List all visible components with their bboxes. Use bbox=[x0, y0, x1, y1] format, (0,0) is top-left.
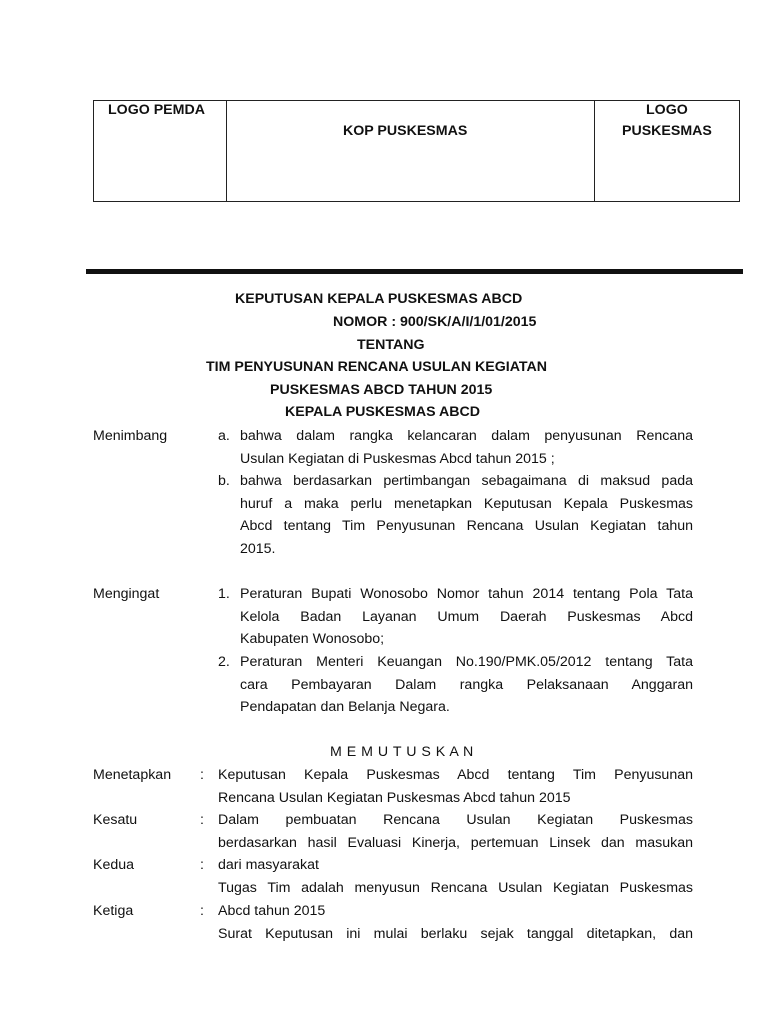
menimbang-label: Menimbang bbox=[93, 428, 168, 444]
mengingat-1-marker: 1. bbox=[218, 586, 230, 602]
mengingat-label: Mengingat bbox=[93, 586, 160, 602]
mengingat-1-line: Kabupaten Wonosobo; bbox=[240, 631, 385, 647]
menetapkan-colon: : bbox=[200, 767, 204, 783]
ketiga-line: Surat Keputusan ini mulai berlaku sejak tanggal ditetapkan, dan bbox=[218, 926, 693, 942]
letterhead-table bbox=[93, 100, 740, 202]
menetapkan-line: Keputusan Kepala Puskesmas Abcd tentang Tim Penyusunan bbox=[218, 767, 693, 783]
kedua-label: Kedua bbox=[93, 857, 135, 873]
mengingat-2-line: Peraturan Menteri Keuangan No.190/PMK.05/2012 tentang Tata bbox=[240, 654, 693, 670]
menimbang-b-line: 2015. bbox=[240, 541, 276, 557]
kesatu-line: Dalam pembuatan Rencana Usulan Kegiatan Puskesmas bbox=[218, 812, 693, 828]
kesatu-line: berdasarkan hasil Evaluasi Kinerja, pertemuan Linsek dan masukan bbox=[218, 835, 693, 851]
menetapkan-line: Rencana Usulan Kegiatan Puskesmas Abcd tahun 2015 bbox=[218, 790, 571, 806]
mengingat-2-line: cara Pembayaran Dalam rangka Pelaksanaan Anggaran bbox=[240, 677, 693, 693]
about-heading: TENTANG bbox=[357, 337, 425, 353]
kesatu-colon: : bbox=[200, 812, 204, 828]
header-divider bbox=[86, 269, 743, 274]
decree-subject-line2: PUSKESMAS ABCD TAHUN 2015 bbox=[270, 382, 493, 398]
decree-number: NOMOR : 900/SK/A/I/1/01/2015 bbox=[333, 314, 537, 330]
kesatu-label: Kesatu bbox=[93, 812, 138, 828]
menimbang-b-line: Abcd tentang Tim Penyusunan Rencana Usulan Kegiatan tahun bbox=[240, 518, 693, 534]
logo-puskesmas-label-2: PUSKESMAS bbox=[622, 123, 712, 139]
kop-cell bbox=[227, 101, 595, 201]
decree-subject-line1: TIM PENYUSUNAN RENCANA USULAN KEGIATAN bbox=[206, 359, 548, 375]
menimbang-a-marker: a. bbox=[218, 428, 230, 444]
menetapkan-label: Menetapkan bbox=[93, 767, 172, 783]
logo-puskesmas-cell bbox=[595, 101, 739, 201]
kop-label: KOP PUSKESMAS bbox=[343, 123, 468, 139]
mengingat-1-line: Kelola Badan Layanan Umum Daerah Puskesmas Abcd bbox=[240, 609, 693, 625]
menimbang-b-marker: b. bbox=[218, 473, 230, 489]
ketiga-colon: : bbox=[200, 903, 204, 919]
kedua-colon: : bbox=[200, 857, 204, 873]
ketiga-label: Ketiga bbox=[93, 903, 134, 919]
logo-puskesmas-label-1: LOGO bbox=[646, 102, 688, 118]
mengingat-1-line: Peraturan Bupati Wonosobo Nomor tahun 2014 tentang Pola Tata bbox=[240, 586, 693, 602]
decree-title: KEPUTUSAN KEPALA PUSKESMAS ABCD bbox=[235, 291, 523, 307]
menimbang-a-line: Usulan Kegiatan di Puskesmas Abcd tahun 2015 ; bbox=[240, 451, 555, 467]
menimbang-b-line: huruf a maka perlu menetapkan Keputusan Kepala Puskesmas bbox=[240, 496, 693, 512]
menimbang-a-line: bahwa dalam rangka kelancaran dalam penyusunan Rencana bbox=[240, 428, 693, 444]
kedua-line: dari masyarakat bbox=[218, 857, 319, 873]
menimbang-b-line: bahwa berdasarkan pertimbangan sebagaimana di maksud pada bbox=[240, 473, 693, 489]
mengingat-2-line: Pendapatan dan Belanja Negara. bbox=[240, 699, 450, 715]
logo-pemda-cell bbox=[94, 101, 227, 201]
mengingat-2-marker: 2. bbox=[218, 654, 230, 670]
memutuskan-heading: M E M U T U S K A N bbox=[330, 744, 474, 760]
issuer-heading: KEPALA PUSKESMAS ABCD bbox=[285, 404, 480, 420]
logo-pemda-label: LOGO PEMDA bbox=[108, 102, 205, 118]
kedua-line: Tugas Tim adalah menyusun Rencana Usulan Kegiatan Puskesmas bbox=[218, 880, 693, 896]
ketiga-line: Abcd tahun 2015 bbox=[218, 903, 326, 919]
